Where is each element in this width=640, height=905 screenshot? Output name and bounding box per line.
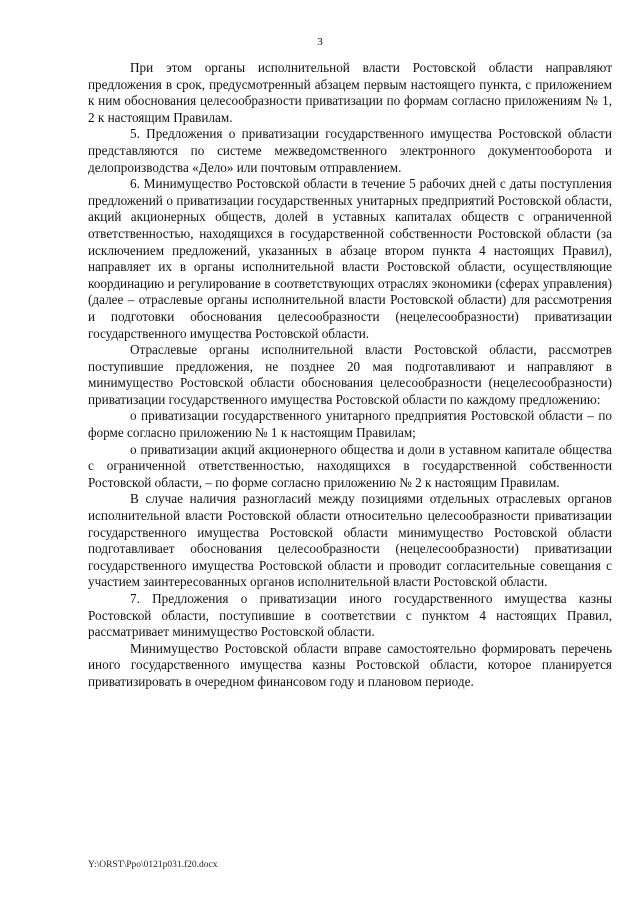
page-number: 3 (317, 36, 323, 48)
paragraph: о приватизации государственного унитарного предприятия Ростовской области – по форме согласно приложению № 1 к настоящим Правилам; (88, 408, 612, 441)
paragraph: При этом органы исполнительной власти Ростовской области направляют предложения в срок, предусмотренный абзацем первым настоящего пункта, с приложением к ним обоснования целесообразности приватизации по формам согласно приложениям № 1, 2 к настоящим Правилам. (88, 60, 612, 125)
paragraph: о приватизации акций акционерного общества и доли в уставном капитале общества с ограниченной ответственностью, находящихся в государственной собственности Ростовской области, – по форме согласно приложению № 2 к настоящим Правилам. (88, 441, 612, 490)
paragraph: В случае наличия разногласий между позициями отдельных отраслевых органов исполнительной власти Ростовской области относительно целесообразности приватизации государственного имущества Ростовской области минимущество Ростовской области подготавливает обоснования целесообразности (нецелесообразности) приватизации государственного имущества Ростовской области и проводит согласительные совещания с участием заинтересованных органов исполнительной власти Ростовской области. (88, 491, 612, 590)
file-path-footer: Y:\ORST\Ppo\0121p031.f20.docx (88, 860, 218, 870)
document-body (88, 60, 612, 691)
paragraph: 7. Предложения о приватизации иного государственного имущества казны Ростовской области, поступившие в соответствии с пунктом 4 настоящих Правил, рассматривает минимущество Ростовской области. (88, 591, 612, 640)
paragraph: 5. Предложения о приватизации государственного имущества Ростовской области представляются по системе межведомственного электронного документооборота и делопроизводства «Дело» или почтовым отправлением. (88, 126, 612, 175)
paragraph: Отраслевые органы исполнительной власти Ростовской области, рассмотрев поступившие предложения, не позднее 20 мая подготавливают и направляют в минимущество Ростовской области обоснования целесообразности (нецелесообразности) приватизации государственного имущества Ростовской области по каждому предложению: (88, 342, 612, 407)
paragraph: Минимущество Ростовской области вправе самостоятельно формировать перечень иного государственного имущества казны Ростовской области, которое планируется приватизировать в очередном финансовом году и плановом периоде. (88, 640, 612, 689)
paragraph: 6. Минимущество Ростовской области в течение 5 рабочих дней с даты поступления предложений о приватизации государственных унитарных предприятий Ростовской области, акций акционерных обществ, долей в уставных капиталах обществ с ограниченной ответственностью, находящихся в государственной собственности Ростовской области (за исключением предложений, указанных в абзаце втором пункта 4 настоящих Правил), направляет их в органы исполнительной власти Ростовской области, осуществляющие координацию и регулирование в соответствующих отраслях экономики (сферах управления) (далее – отраслевые органы исполнительной власти Ростовской области) для рассмотрения и подготовки обоснования целесообразности (нецелесообразности) приватизации государственного имущества Ростовской области. (88, 176, 612, 341)
